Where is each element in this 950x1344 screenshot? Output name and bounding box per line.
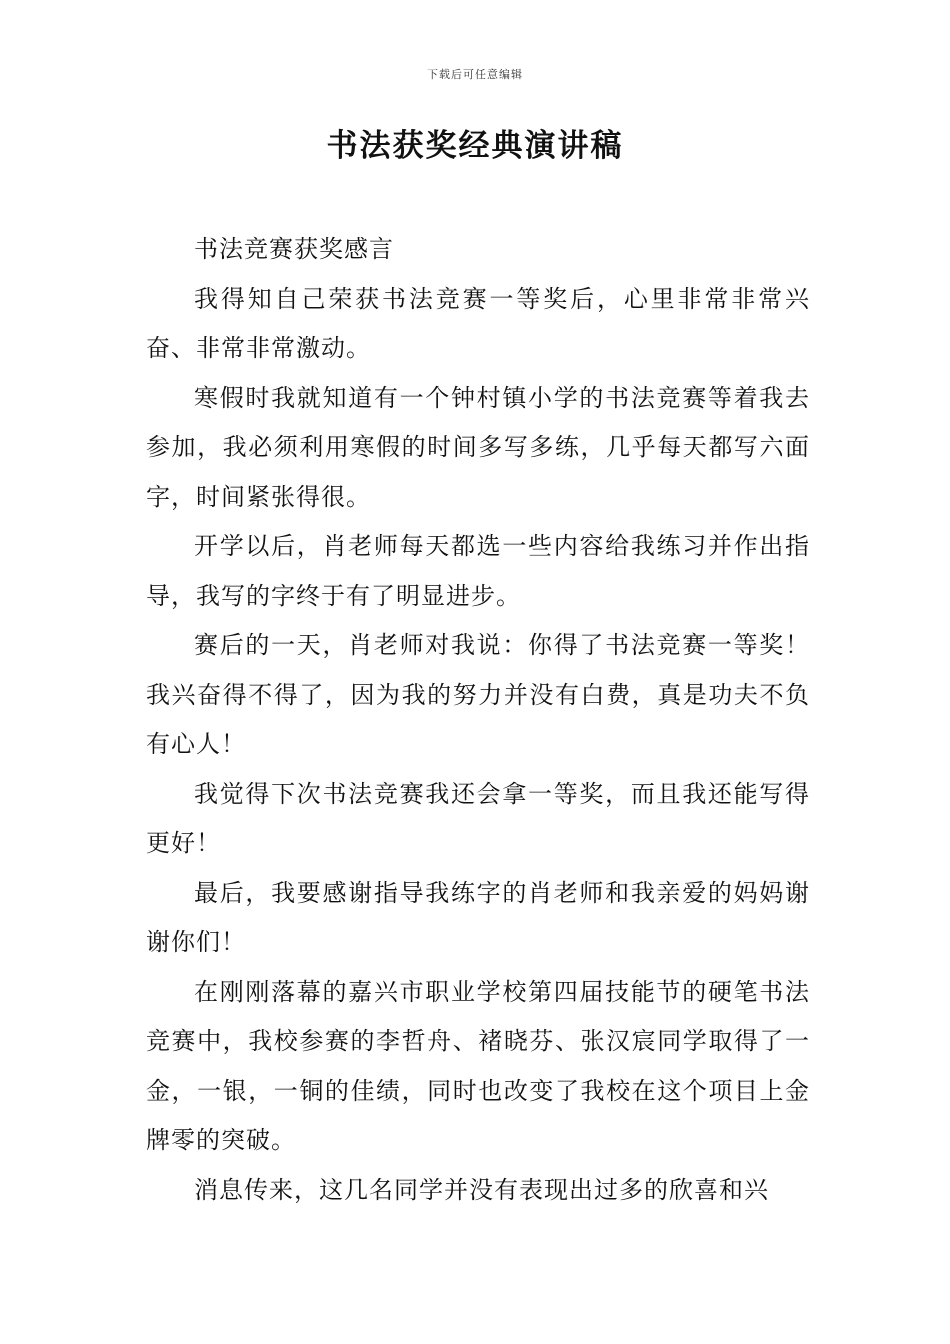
- paragraph: 在刚刚落幕的嘉兴市职业学校第四届技能节的硬笔书法竞赛中，我校参赛的李哲舟、褚晓芬、张汉宸同学取得了一金，一银，一铜的佳绩，同时也改变了我校在这个项目上金牌零的突破。: [146, 977, 810, 1154]
- paragraph: 开学以后，肖老师每天都选一些内容给我练习并作出指导，我写的字终于有了明显进步。: [146, 532, 810, 610]
- header-note: 下载后可任意编辑: [427, 68, 523, 81]
- paragraph: 我觉得下次书法竞赛我还会拿一等奖，而且我还能写得更好！: [146, 779, 810, 857]
- document-title: 书法获奖经典演讲稿: [326, 128, 624, 164]
- paragraph-subtitle: 书法竞赛获奖感言: [194, 235, 394, 263]
- paragraph: 寒假时我就知道有一个钟村镇小学的书法竞赛等着我去参加，我必须利用寒假的时间多写多练，几乎每天都写六面字，时间紧张得很。: [146, 383, 810, 511]
- paragraph: 最后，我要感谢指导我练字的肖老师和我亲爱的妈妈谢谢你们！: [146, 878, 810, 956]
- paragraph: 赛后的一天，肖老师对我说：你得了书法竞赛一等奖！我兴奋得不得了，因为我的努力并没有白费，真是功夫不负有心人！: [146, 631, 810, 758]
- paragraph: 消息传来，这几名同学并没有表现出过多的欣喜和兴: [194, 1175, 769, 1204]
- paragraph: 我得知自己荣获书法竞赛一等奖后，心里非常非常兴奋、非常非常激动。: [146, 284, 810, 362]
- document-body: [146, 225, 810, 1215]
